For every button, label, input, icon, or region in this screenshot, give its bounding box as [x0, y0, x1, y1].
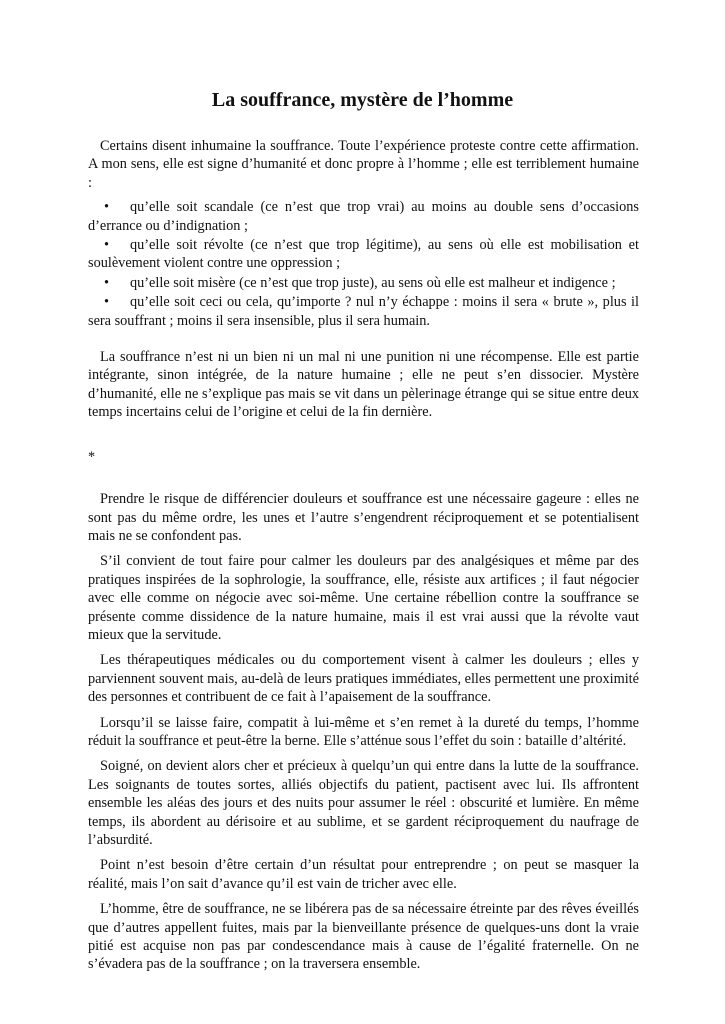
paragraph: Prendre le risque de différencier douleurs et souffrance est une nécessaire gageure : elles ne sont pas du même ordre, les unes et l’autre s’engendrent réciproquement et se potentialisent mais ne se confondent pas. [88, 491, 639, 544]
paragraph: La souffrance n’est ni un bien ni un mal ni une punition ni une récompense. Elle est partie intégrante, sinon intégrée, de la nature humaine ; elle ne peut s’en dissocier. Mystère d’humanité, elle ne s’explique pas mais se vit dans un pèlerinage étrange qui se situe entre deux temps incertains celui de l’origine et celui de la fin dernière. [88, 349, 639, 421]
intro-paragraph: Certains disent inhumaine la souffrance. Toute l’expérience proteste contre cette affirmation. A mon sens, elle est signe d’humanité et donc propre à l’homme ; elle est terriblement humaine : [88, 138, 639, 191]
paragraph: Lorsqu’il se laisse faire, compatit à lui-même et s’en remet à la dureté du temps, l’homme réduit la souffrance et peut-être la berne. Elle s’atténue sous l’effet du soin : bataille d’altérité. [88, 714, 639, 749]
list-item-text: qu’elle soit misère (ce n’est que trop juste), au sens où elle est malheur et indigence ; [130, 274, 616, 291]
section-separator: * [88, 448, 96, 465]
list-item-text: qu’elle soit scandale (ce n’est que trop vrai) au moins au double sens d’occasions d’errance ou d’indignation ; [88, 199, 639, 234]
bullet-list [88, 198, 639, 330]
paragraph: S’il convient de tout faire pour calmer les douleurs par des analgésiques et même par des pratiques inspirées de la sophrologie, la souffrance, elle, résiste aux artifices ; il faut négocier avec elle comme on négocie avec soi-même. Une certaine rébellion contre la souffrance se présente comme dissidence de la nature humaine, mais il est vrai aussi que la révolte vaut mieux que la servitude. [88, 553, 639, 643]
list-item [88, 274, 639, 292]
list-item [88, 293, 639, 330]
bullet-icon: • [104, 237, 110, 254]
list-item [88, 236, 639, 273]
list-item [88, 198, 639, 235]
page-title: La souffrance, mystère de l’homme [211, 89, 514, 111]
paragraph: L’homme, être de souffrance, ne se libérera pas de sa nécessaire étreinte par des rêves éveillés que d’autres appellent fuites, mais par la bienveillante présence de quelques-uns dont la vraie pitié est acquise non pas par condescendance mais à cause de l’égalité fraternelle. On ne s’évadera pas de la souffrance ; on la traversera ensemble. [88, 901, 639, 973]
document-body [88, 137, 639, 974]
bullet-icon: • [104, 274, 110, 291]
bullet-icon: • [104, 294, 110, 311]
paragraph: Les thérapeutiques médicales ou du comportement visent à calmer les douleurs ; elles y parviennent souvent mais, au-delà de leurs pratiques immédiates, elles permettent une proximité des personnes et contribuent de ce fait à l’apaisement de la souffrance. [88, 652, 639, 706]
list-item-text: qu’elle soit révolte (ce n’est que trop légitime), au sens où elle est mobilisation et soulèvement violent contre une oppression ; [88, 237, 639, 272]
list-item-text: qu’elle soit ceci ou cela, qu’importe ? nul n’y échappe : moins il sera « brute », plus il sera souffrant ; moins il sera insensible, plus il sera humain. [88, 294, 639, 329]
paragraph: Point n’est besoin d’être certain d’un résultat pour entreprendre ; on peut se masquer la réalité, mais l’on sait d’avance qu’il est vain de tricher avec elle. [88, 857, 639, 892]
paragraph: Soigné, on devient alors cher et précieux à quelqu’un qui entre dans la lutte de la souffrance. Les soignants de toutes sortes, alliés objectifs du patient, pactisent avec lui. Ils affrontent ensemble les aléas des jours et des nuits pour assumer le réel : obscurité et lumière. En même temps, ils abordent au dérisoire et au sublime, et se gardent réciproquement du naufrage de l’absurdité. [88, 758, 639, 848]
bullet-icon: • [104, 199, 110, 216]
